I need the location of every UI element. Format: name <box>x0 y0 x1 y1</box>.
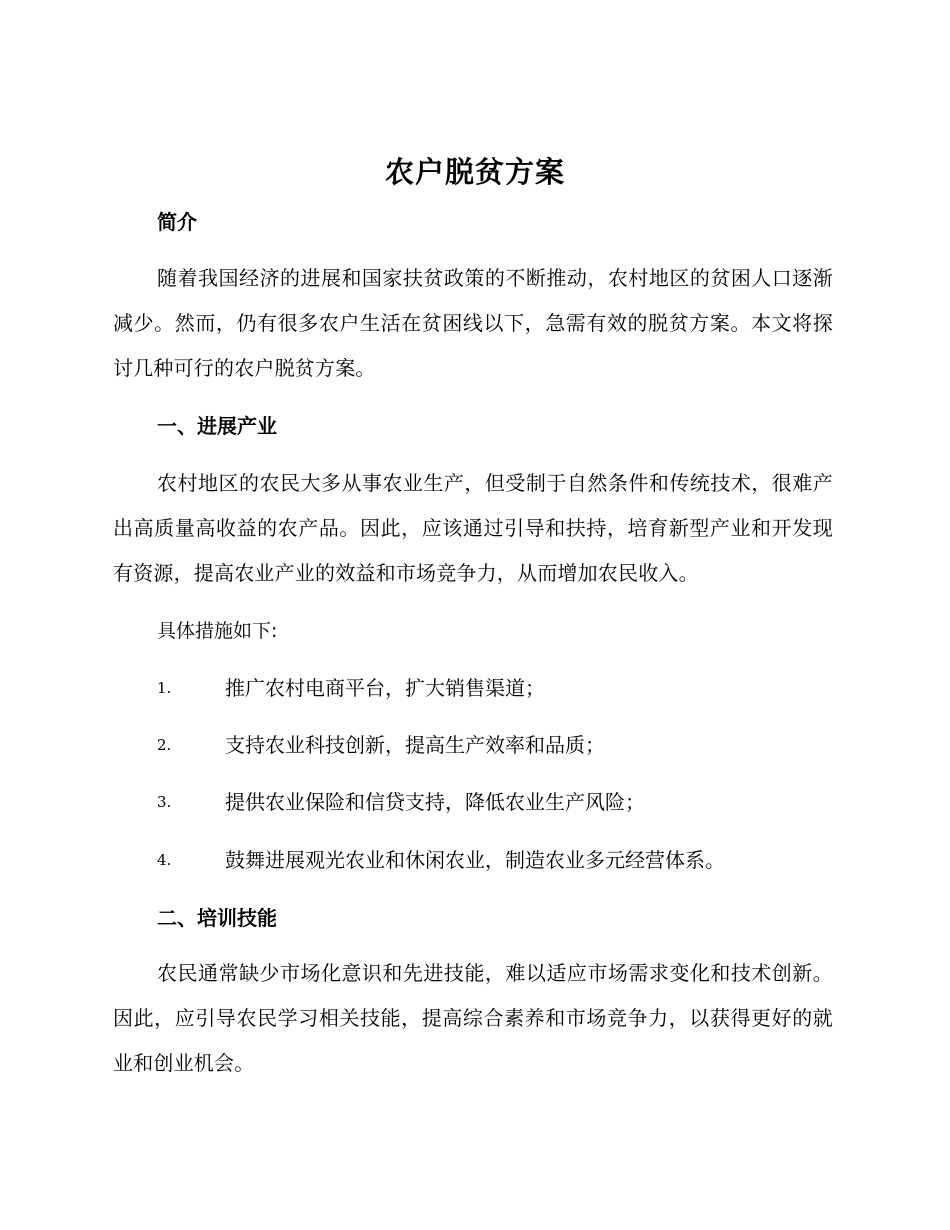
document-title: 农户脱贫方案 <box>384 155 565 189</box>
list-item-number: 1. <box>157 679 172 697</box>
list-item <box>157 731 857 759</box>
section1-heading: 一、进展产业 <box>157 414 277 438</box>
section2-paragraph: 农民通常缺少市场化意识和先进技能，难以适应市场需求变化和技术创新。因此，应引导农民学习相关技能，提高综合素养和市场竞争力，以获得更好的就业和创业机会。 <box>113 961 833 1075</box>
list-item <box>157 788 857 816</box>
list-item-text: 提供农业保险和信贷支持，降低农业生产风险； <box>225 790 645 814</box>
list-item-number: 2. <box>157 736 172 754</box>
list-item-number: 4. <box>157 851 172 869</box>
list-item-text: 推广农村电商平台，扩大销售渠道； <box>225 676 545 700</box>
list-item <box>157 846 857 874</box>
intro-paragraph: 随着我国经济的进展和国家扶贫政策的不断推动，农村地区的贫困人口逐渐减少。然而，仍有很多农户生活在贫困线以下，急需有效的脱贫方案。本文将探讨几种可行的农户脱贫方案。 <box>113 266 833 380</box>
list-item-text: 鼓舞进展观光农业和休闲农业，制造农业多元经营体系。 <box>225 848 725 872</box>
intro-heading: 简介 <box>157 210 197 234</box>
measures-label: 具体措施如下: <box>157 620 278 642</box>
list-item <box>157 674 857 702</box>
section1-paragraph: 农村地区的农民大多从事农业生产，但受制于自然条件和传统技术，很难产出高质量高收益的农产品。因此，应该通过引导和扶持，培育新型产业和开发现有资源，提高农业产业的效益和市场竞争力，从而增加农民收入。 <box>113 471 833 585</box>
list-item-number: 3. <box>157 793 172 811</box>
list-item-text: 支持农业科技创新，提高生产效率和品质； <box>225 733 605 757</box>
section2-heading: 二、培训技能 <box>157 906 277 930</box>
